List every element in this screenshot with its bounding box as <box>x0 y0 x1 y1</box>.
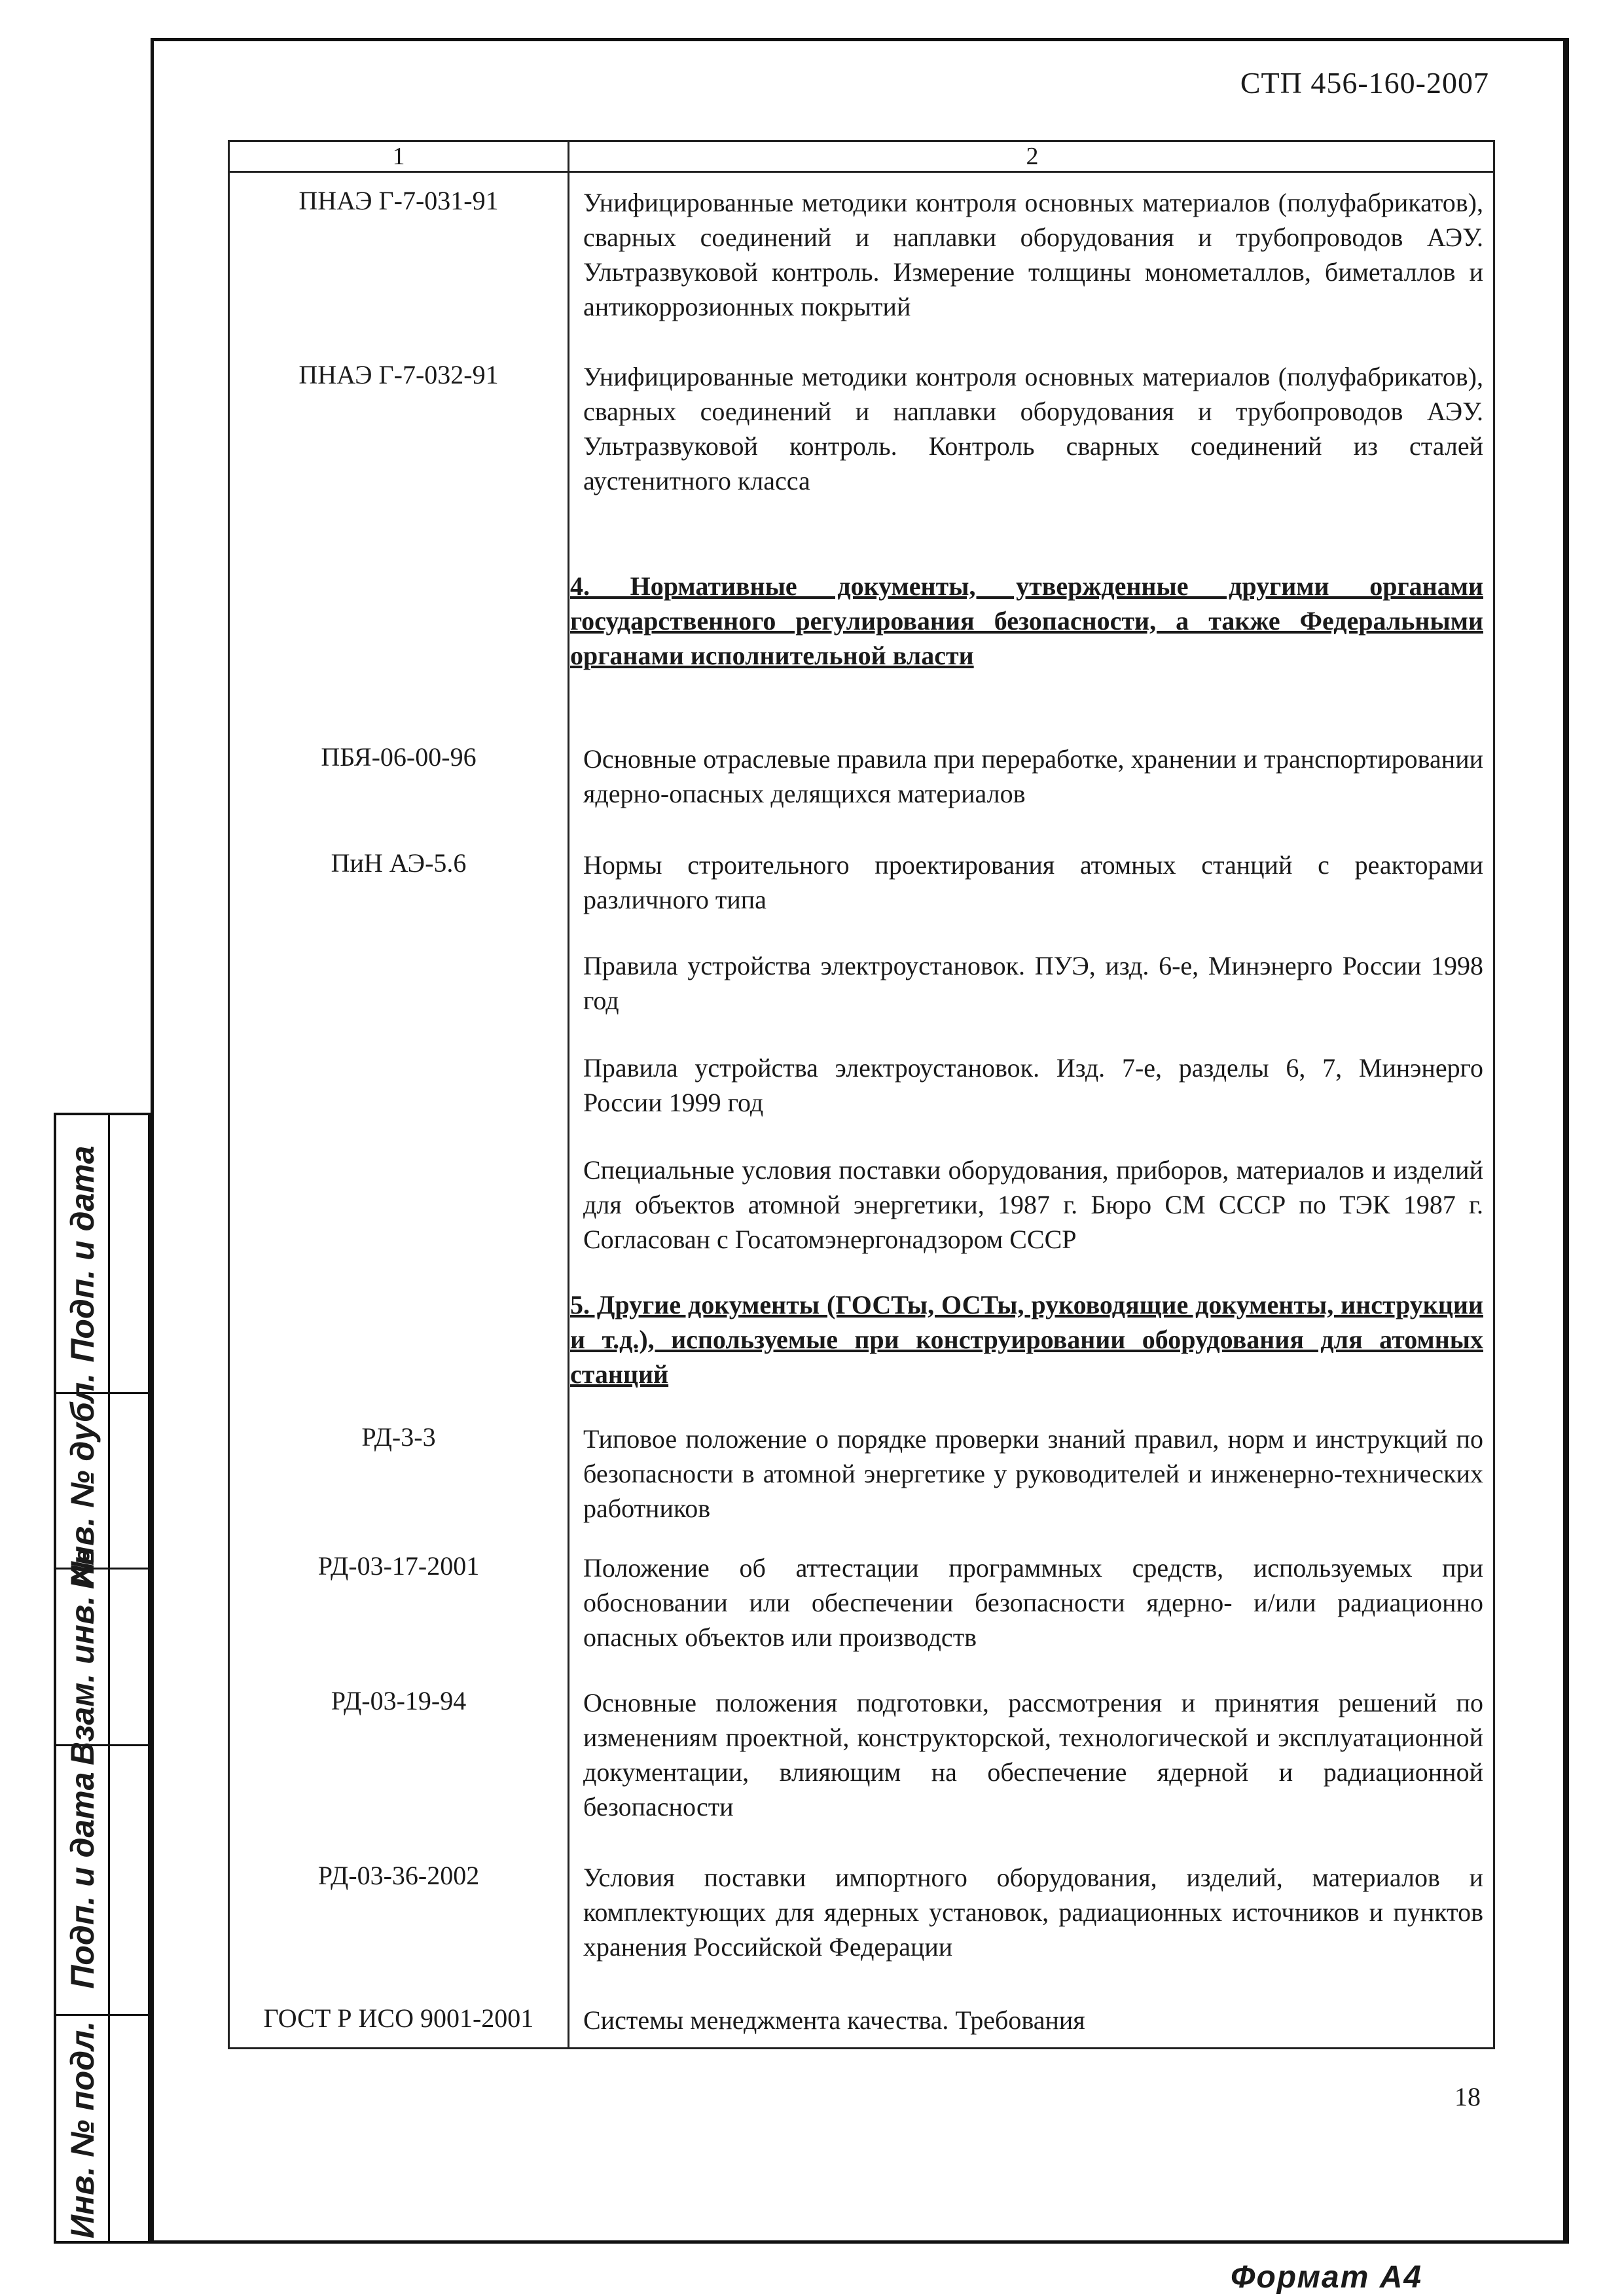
stamp-value-column <box>110 1115 151 2241</box>
document-title-cell: Унифицированные методики контроля основных материалов (полуфабрикатов), сварных соединений и наплавки оборудования и трубопроводов АЭУ. Ультразвуковой контроль. Контроль сварных соединений из сталей аустенитного класса <box>583 362 1483 495</box>
document-code-cell: ПНАЭ Г-7-031-91 <box>298 186 499 215</box>
table-header-row <box>230 142 1493 173</box>
stamp-cell <box>56 1115 108 1394</box>
stamp-label: Инв. № дубл. <box>63 1372 101 1589</box>
page-format-label: Формат А4 <box>1231 2260 1423 2295</box>
document-code-cell: РД-03-36-2002 <box>317 1861 480 1890</box>
document-code-cell: РД-03-19-94 <box>331 1686 467 1715</box>
stamp-cell <box>56 1746 108 2016</box>
document-title-cell: Нормы строительного проектирования атомных станций с реакторами различного типа <box>583 850 1483 914</box>
document-title-cell: Типовое положение о порядке проверки знаний правил, норм и инструкций по безопасности в атомной энергетике у руководителей и инженерно-технических работников <box>583 1424 1483 1523</box>
approval-stamp <box>54 1113 151 2244</box>
column-2-header: 2 <box>1026 143 1039 170</box>
reference-table <box>228 140 1495 2049</box>
document-title-cell: Основные отраслевые правила при переработке, хранении и транспортировании ядерно-опасных делящихся материалов <box>583 744 1483 808</box>
section-heading-4: 4. Нормативные документы, утвержденные другими органами государственного регулирования безопасности, а также Федеральными органами исполнительной власти <box>570 571 1483 670</box>
stamp-value-cell <box>110 1115 151 1394</box>
stamp-label-column <box>56 1115 110 2241</box>
document-title-cell: Правила устройства электроустановок. ПУЭ, изд. 6-е, Минэнерго России 1998 год <box>583 951 1483 1015</box>
document-code-cell: РД-03-17-2001 <box>317 1551 480 1581</box>
frame-right-edge <box>1563 38 1569 2244</box>
stamp-value-cell <box>110 1394 151 1570</box>
column-1-header: 1 <box>392 143 405 170</box>
document-title-cell: Системы менеджмента качества. Требования <box>583 2005 1085 2035</box>
stamp-cell <box>56 2016 108 2244</box>
document-code: СТП 456-160-2007 <box>1240 66 1489 99</box>
page-number: 18 <box>1454 2082 1481 2111</box>
document-code-cell: ПБЯ-06-00-96 <box>321 742 477 772</box>
stamp-label: Подп. и дата <box>63 1771 101 1989</box>
document-title-cell: Положение об аттестации программных средств, используемых при обосновании или обеспечении безопасности ядерно- и/или радиационно опасных объектов или производств <box>583 1553 1483 1652</box>
document-code-cell: РД-3-3 <box>361 1422 436 1452</box>
stamp-label: Взам. инв. № <box>63 1549 101 1765</box>
stamp-cell <box>56 1372 108 1589</box>
stamp-label: Подп. и дата <box>63 1145 101 1363</box>
stamp-value-cell <box>110 1746 151 2016</box>
document-code-cell: ПНАЭ Г-7-032-91 <box>298 360 499 389</box>
document-title-cell: Правила устройства электроустановок. Изд. 7-е, разделы 6, 7, Минэнерго России 1999 год <box>583 1053 1483 1117</box>
document-title-cell: Унифицированные методики контроля основных материалов (полуфабрикатов), сварных соединений и наплавки оборудования и трубопроводов АЭУ. Ультразвуковой контроль. Измерение толщины монометаллов, биметаллов и антикоррозионных покрытий <box>583 188 1483 321</box>
document-title-cell: Основные положения подготовки, рассмотрения и принятия решений по изменениям проектной, конструкторской, технологической и эксплуатационной документации, влияющим на обеспечение ядерной и радиационной безопасности <box>583 1688 1483 1821</box>
document-code-cell: ГОСТ Р ИСО 9001-2001 <box>263 2003 534 2033</box>
document-title-cell: Условия поставки импортного оборудования, изделий, материалов и комплектующих для ядерных установок, радиационных источников и пунктов хранения Российской Федерации <box>583 1863 1483 1962</box>
stamp-value-cell <box>110 1570 151 1746</box>
document-title-cell: Специальные условия поставки оборудования, приборов, материалов и изделий для объектов атомной энергетики, 1987 г. Бюро СМ СССР по ТЭК 1987 г. Согласован с Госатомэнергонадзором СССР <box>583 1155 1483 1254</box>
stamp-cell <box>56 1549 108 1765</box>
column-divider <box>568 142 569 2047</box>
section-heading-5: 5. Другие документы (ГОСТы, ОСТы, руководящие документы, инструкции и т.д.), используемые при конструировании оборудования для атомных станций <box>570 1290 1483 1389</box>
document-code-cell: ПиН АЭ-5.6 <box>331 848 467 878</box>
stamp-label: Инв. № подл. <box>63 2020 101 2239</box>
